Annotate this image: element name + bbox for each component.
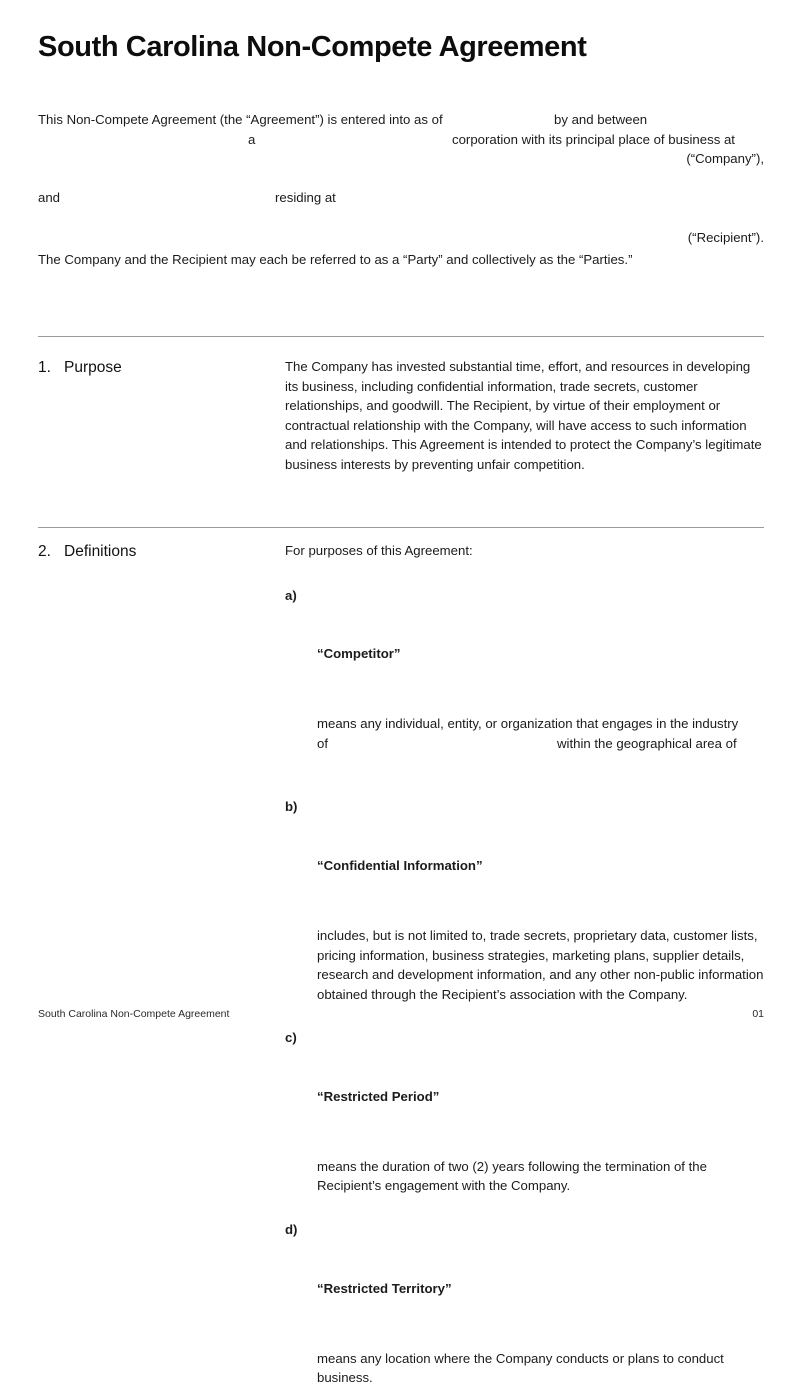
section-definitions-title: Definitions [64, 543, 137, 560]
definition-term-restricted-territory: “Restricted Territory” [317, 1280, 452, 1296]
definition-marker-c: c) [285, 1030, 297, 1046]
definition-desc-competitor [317, 714, 764, 753]
definition-marker-d: d) [285, 1222, 298, 1238]
definition-term-row-restricted-territory [285, 1220, 764, 1338]
intro-line-4-text-a: and [38, 190, 61, 206]
intro-line-2-text-a: a [248, 131, 256, 147]
intro-line-4-text-b: residing at [275, 190, 336, 206]
definition-term-row-confidential-information [285, 797, 764, 915]
intro-line-2-text-b: corporation with its principal place of business at [452, 131, 735, 147]
definitions-intro: For purposes of this Agreement: [285, 543, 473, 558]
definition-marker-a: a) [285, 587, 297, 603]
section-purpose-text: The Company has invested substantial time, effort, and resources in developing its business, including confidential information, trade secrets, customer relationships, and goodwill. The Recipient, by virtue of their employment or contractual relationship with the Company, will have access to such information and relationships. This Agreement is intended to protect the Company’s legitimate business interests by preventing unfair competition. [285, 359, 762, 472]
section-divider-2 [38, 527, 764, 528]
definition-desc-competitor-line-1-text: means any individual, entity, or organization that engages in the industry [317, 716, 739, 732]
section-purpose-number: 1. [38, 359, 51, 376]
intro-line-1-text-b: by and between [554, 112, 648, 127]
page-title: South Carolina Non-Compete Agreement [38, 31, 587, 63]
section-purpose-heading [38, 357, 278, 378]
definition-desc-competitor-line-2-text-b: within the geographical area of [557, 735, 737, 751]
definition-desc-restricted-period: means the duration of two (2) years following the termination of the Recipient’s engagement with the Company. [317, 1158, 707, 1194]
parties-statement: The Company and the Recipient may each be referred to as a “Party” and collectively as the “Parties.” [38, 252, 633, 267]
intro-line-1-text-a: This Non-Compete Agreement (the “Agreement”) is entered into as of [38, 112, 443, 127]
definition-term-row-restricted-period [285, 1028, 764, 1146]
company-label: (“Company”), [686, 151, 764, 167]
intro-spacer [38, 169, 764, 189]
intro-line-1 [38, 110, 764, 130]
definition-desc-competitor-line-2-text-a: of [317, 735, 328, 751]
section-definitions-number: 2. [38, 543, 51, 560]
section-divider-1 [38, 336, 764, 337]
recipient-label: (“Recipient”). [687, 229, 764, 245]
definition-item-competitor [285, 586, 764, 754]
definition-desc-competitor-line-2 [317, 734, 764, 754]
footer-page-number: 01 [752, 1008, 764, 1020]
footer-document-name: South Carolina Non-Compete Agreement [38, 1008, 230, 1020]
section-purpose-body [285, 357, 764, 475]
definition-term-confidential-information: “Confidential Information” [317, 858, 483, 874]
section-definitions-body [285, 541, 764, 1388]
intro-line-4 [38, 188, 764, 208]
intro-paragraph [38, 110, 764, 247]
section-purpose-title: Purpose [64, 359, 122, 376]
definition-desc-competitor-line-1 [317, 714, 764, 734]
intro-line-5 [38, 208, 764, 228]
definition-item-confidential-information [285, 797, 764, 1004]
definition-item-restricted-period [285, 1028, 764, 1196]
definition-desc-confidential-information: includes, but is not limited to, trade secrets, proprietary data, customer lists, pricing information, business strategies, marketing plans, supplier details, research and development information, and any other non-public information obtained through the Recipient’s association with the Company. [317, 927, 764, 1002]
intro-line-3 [38, 149, 764, 169]
definition-item-restricted-territory [285, 1220, 764, 1388]
definition-term-competitor: “Competitor” [317, 646, 401, 662]
definition-desc-restricted-territory: means any location where the Company conducts or plans to conduct business. [317, 1350, 724, 1386]
intro-line-2 [38, 130, 764, 150]
definition-term-restricted-period: “Restricted Period” [317, 1089, 440, 1105]
section-definitions-heading [38, 541, 278, 562]
definition-marker-b: b) [285, 799, 298, 815]
definition-term-row-competitor [285, 586, 764, 704]
intro-line-6 [38, 228, 764, 248]
